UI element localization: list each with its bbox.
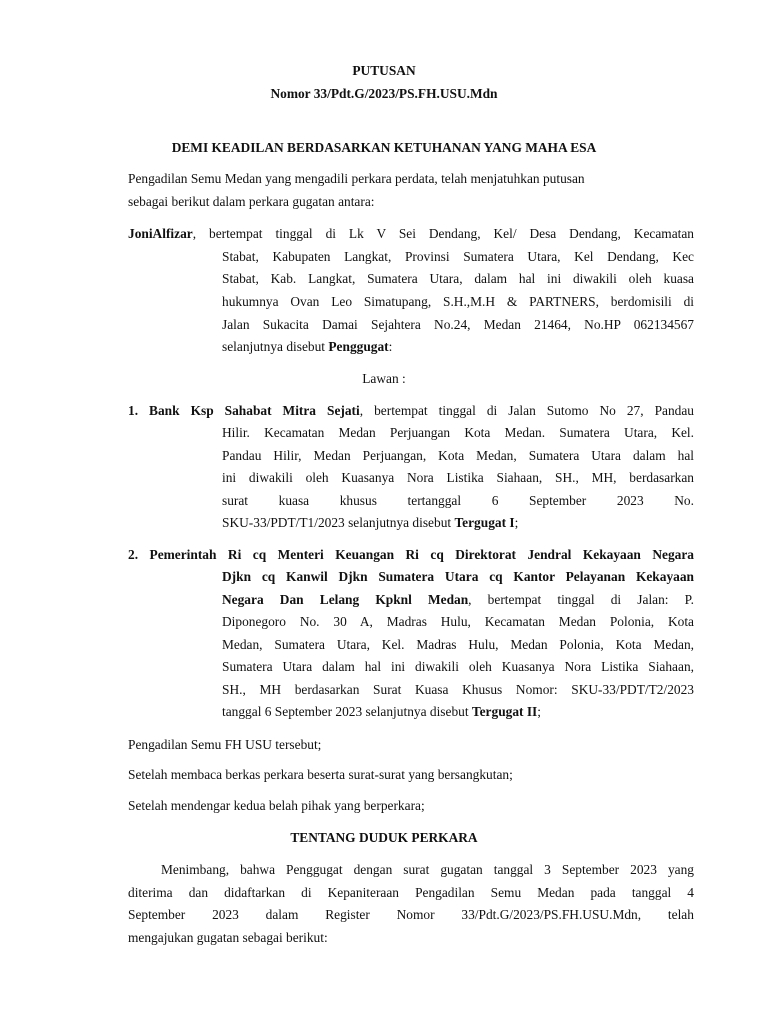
body-line-1: Menimbang, bahwa Penggugat dengan surat gugatan tanggal 3 September 2023 yang: [161, 862, 694, 877]
defendant2-line-5: Medan, Sumatera Utara, Kel. Madras Hulu, Medan Polonia, Kota Medan,: [222, 637, 694, 652]
intro-line-1: Pengadilan Semu Medan yang mengadili perkara perdata, telah menjatuhkan putusan: [128, 171, 585, 186]
defendant1-line-1: 1. Bank Ksp Sahabat Mitra Sejati, bertempat tinggal di Jalan Sutomo No 27, Pandau: [128, 403, 694, 418]
defendant2-line-8: tanggal 6 September 2023 selanjutnya disebut Tergugat II;: [222, 704, 541, 719]
defendant2-line-4: Diponegoro No. 30 A, Madras Hulu, Kecamatan Medan Polonia, Kota: [222, 614, 694, 629]
body-line-3: September 2023 dalam Register Nomor 33/Pdt.G/2023/PS.FH.USU.Mdn, telah: [128, 907, 694, 922]
after-paragraph-2: Setelah membaca berkas perkara beserta surat-surat yang bersangkutan;: [128, 767, 513, 782]
defendant2-line-7: SH., MH berdasarkan Surat Kuasa Khusus Nomor: SKU-33/PDT/T2/2023: [222, 682, 694, 697]
defendant1-line-3: Pandau Hilir, Medan Perjuangan, Kota Medan, Sumatera Utara dalam hal: [222, 448, 694, 463]
plaintiff-line-2: Stabat, Kabupaten Langkat, Provinsi Sumatera Utara, Kel Dendang, Kec: [222, 249, 694, 264]
plaintiff-line-4: hukumnya Ovan Leo Simatupang, S.H.,M.H & PARTNERS, berdomisili di: [222, 294, 694, 309]
section-title: TENTANG DUDUK PERKARA: [290, 830, 478, 845]
intro-line-2: sebagai berikut dalam perkara gugatan antara:: [128, 194, 375, 209]
defendant2-line-6: Sumatera Utara dalam hal ini diwakili oleh Kuasanya Nora Listika Siahaan,: [222, 659, 694, 674]
plaintiff-line-3: Stabat, Kab. Langkat, Sumatera Utara, dalam hal ini diwakili oleh kuasa: [222, 271, 694, 286]
after-paragraph-3: Setelah mendengar kedua belah pihak yang berperkara;: [128, 798, 425, 813]
defendant1-line-2: Hilir. Kecamatan Medan Perjuangan Kota Medan. Sumatera Utara, Kel.: [222, 425, 694, 440]
defendant1-role: Tergugat I: [454, 515, 515, 530]
plaintiff-line-6: selanjutnya disebut Penggugat:: [222, 339, 393, 354]
body-line-2: diterima dan didaftarkan di Kepaniteraan Pengadilan Semu Medan pada tanggal 4: [128, 885, 694, 900]
defendant2-name-line-3: Negara Dan Lelang Kpknl Medan: [222, 592, 469, 607]
defendant1-line-6: SKU-33/PDT/T1/2023 selanjutnya disebut Tergugat I;: [222, 515, 519, 530]
case-number: Nomor 33/Pdt.G/2023/PS.FH.USU.Mdn: [270, 86, 498, 101]
plaintiff-line-5: Jalan Sukacita Damai Sejahtera No.24, Medan 21464, No.HP 062134567: [222, 317, 694, 332]
defendant1-line-4: ini diwakili oleh Kuasanya Nora Listika Siahaan, SH., MH, berdasarkan: [222, 470, 694, 485]
defendant2-line-3: Negara Dan Lelang Kpknl Medan, bertempat tinggal di Jalan: P.: [222, 592, 694, 607]
document-title: PUTUSAN: [352, 63, 416, 78]
defendant2-role: Tergugat II: [471, 704, 538, 719]
defendant1-name: 1. Bank Ksp Sahabat Mitra Sejati: [128, 403, 360, 418]
body-line-4: mengajukan gugatan sebagai berikut:: [128, 930, 328, 945]
defendant2-name-line-1: 2. Pemerintah Ri cq Menteri Keuangan Ri cq Direktorat Jendral Kekayaan Negara: [128, 547, 694, 562]
versus-label: Lawan :: [362, 371, 406, 386]
plaintiff-line-1: JoniAlfizar, bertempat tinggal di Lk V Sei Dendang, Kel/ Desa Dendang, Kecamatan: [128, 226, 694, 241]
irah-irah-heading: DEMI KEADILAN BERDASARKAN KETUHANAN YANG MAHA ESA: [171, 140, 597, 155]
defendant1-line-5: surat kuasa khusus tertanggal 6 September 2023 No.: [222, 493, 694, 508]
defendant2-name-line-2: Djkn cq Kanwil Djkn Sumatera Utara cq Kantor Pelayanan Kekayaan: [222, 569, 694, 584]
after-paragraph-1: Pengadilan Semu FH USU tersebut;: [128, 737, 322, 752]
plaintiff-name: JoniAlfizar: [128, 226, 193, 241]
plaintiff-role: Penggugat: [328, 339, 389, 354]
